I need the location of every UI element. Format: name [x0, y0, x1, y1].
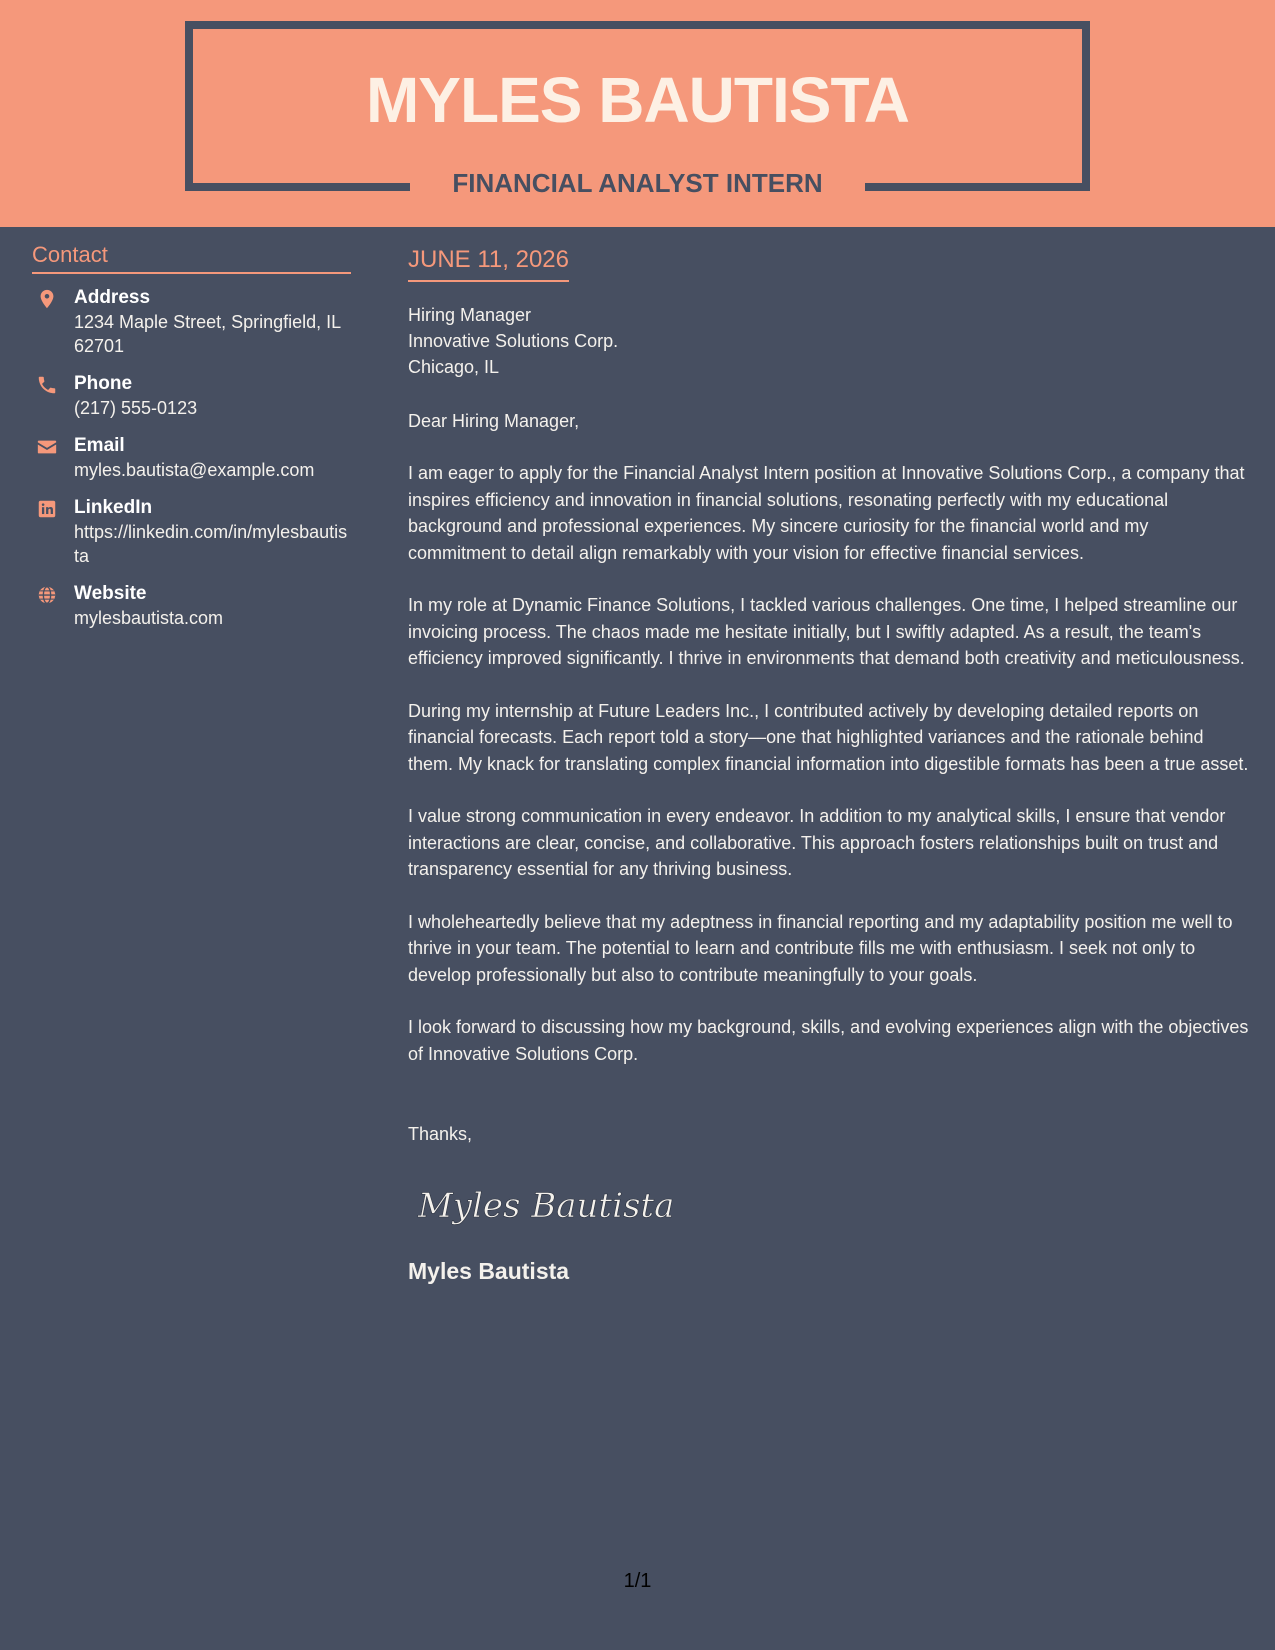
- contact-heading: Contact: [32, 240, 351, 274]
- address-value: 1234 Maple Street, Springfield, IL 62701: [74, 312, 341, 356]
- phone-icon: [36, 374, 58, 396]
- signature-image: [414, 1177, 674, 1233]
- website-value: mylesbautista.com: [74, 608, 224, 628]
- letter-paragraph: In my role at Dynamic Finance Solutions, I tackled various challenges. One time, I helped streamline our invoicing process. The chaos made me hesitate initially, but I swiftly adapted. As a result, the team's efficiency improved significantly. I thrive in environments that demand both creativity and meticulousness.: [408, 595, 1245, 668]
- envelope-icon: [36, 436, 58, 458]
- applicant-name: MYLES BAUTISTA: [365, 64, 910, 136]
- contact-phone: [32, 372, 351, 420]
- map-pin-icon: [36, 288, 58, 310]
- phone-value: (217) 555-0123: [74, 398, 198, 418]
- email-label: Email: [74, 435, 125, 456]
- recipient-line: Chicago, IL: [408, 357, 500, 377]
- recipient-line: Hiring Manager: [408, 305, 532, 325]
- linkedin-label: LinkedIn: [74, 497, 153, 518]
- salutation: Dear Hiring Manager,: [408, 411, 580, 431]
- contact-linkedin: [32, 496, 351, 568]
- contact-website: [32, 582, 351, 630]
- job-title: FINANCIAL ANALYST INTERN: [452, 168, 823, 198]
- header-banner: [0, 0, 1275, 227]
- linkedin-value: https://linkedin.com/in/mylesbautista: [74, 522, 348, 566]
- email-value: myles.bautista@example.com: [74, 460, 315, 480]
- globe-icon: [36, 584, 58, 606]
- signature-text: Myles Bautista: [418, 1186, 674, 1226]
- website-label: Website: [74, 583, 147, 604]
- letter-paragraph: I am eager to apply for the Financial Analyst Intern position at Innovative Solutions Corp., a company that inspires efficiency and innovation in financial solutions, resonating perfectly with my educational background and professional experiences. My sincere curiosity for the financial world and my commitment to detail align remarkably with your vision for effective financial services.: [408, 463, 1245, 563]
- date-block: [408, 244, 569, 282]
- contact-address: [32, 286, 351, 358]
- recipient-block: [408, 302, 1250, 380]
- address-label: Address: [74, 287, 151, 308]
- letter-body: [408, 244, 1250, 1286]
- contact-email: [32, 434, 351, 482]
- contact-sidebar: [32, 240, 351, 644]
- letter-paragraph: During my internship at Future Leaders Inc., I contributed actively by developing detailed reports on financial forecasts. Each report told a story—one that highlighted variances and the rationale behind them. My knack for translating complex financial information into digestible formats has been a true asset.: [408, 700, 1249, 774]
- recipient-line: Innovative Solutions Corp.: [408, 331, 619, 351]
- letter-paragraph: I value strong communication in every endeavor. In addition to my analytical skills, I ensure that vendor interactions are clear, concise, and collaborative. This approach fosters relationships built on trust and transparency essential for any thriving business.: [408, 806, 1226, 879]
- page-indicator: 1/1: [623, 1570, 652, 1592]
- letter-paragraph: I wholeheartedly believe that my adeptness in financial reporting and my adaptability position me well to thrive in your team. The potential to learn and contribute fills me with enthusiasm. I seek not only to develop professionally but also to contribute meaningfully to your goals.: [408, 911, 1233, 985]
- letter-paragraph: I look forward to discussing how my background, skills, and evolving experiences align with the objectives of Innovative Solutions Corp.: [408, 1017, 1249, 1064]
- letter-date: JUNE 11, 2026: [408, 246, 569, 273]
- signed-name: Myles Bautista: [408, 1258, 570, 1284]
- phone-label: Phone: [74, 373, 133, 394]
- linkedin-icon: [36, 498, 58, 520]
- closing: Thanks,: [408, 1124, 473, 1144]
